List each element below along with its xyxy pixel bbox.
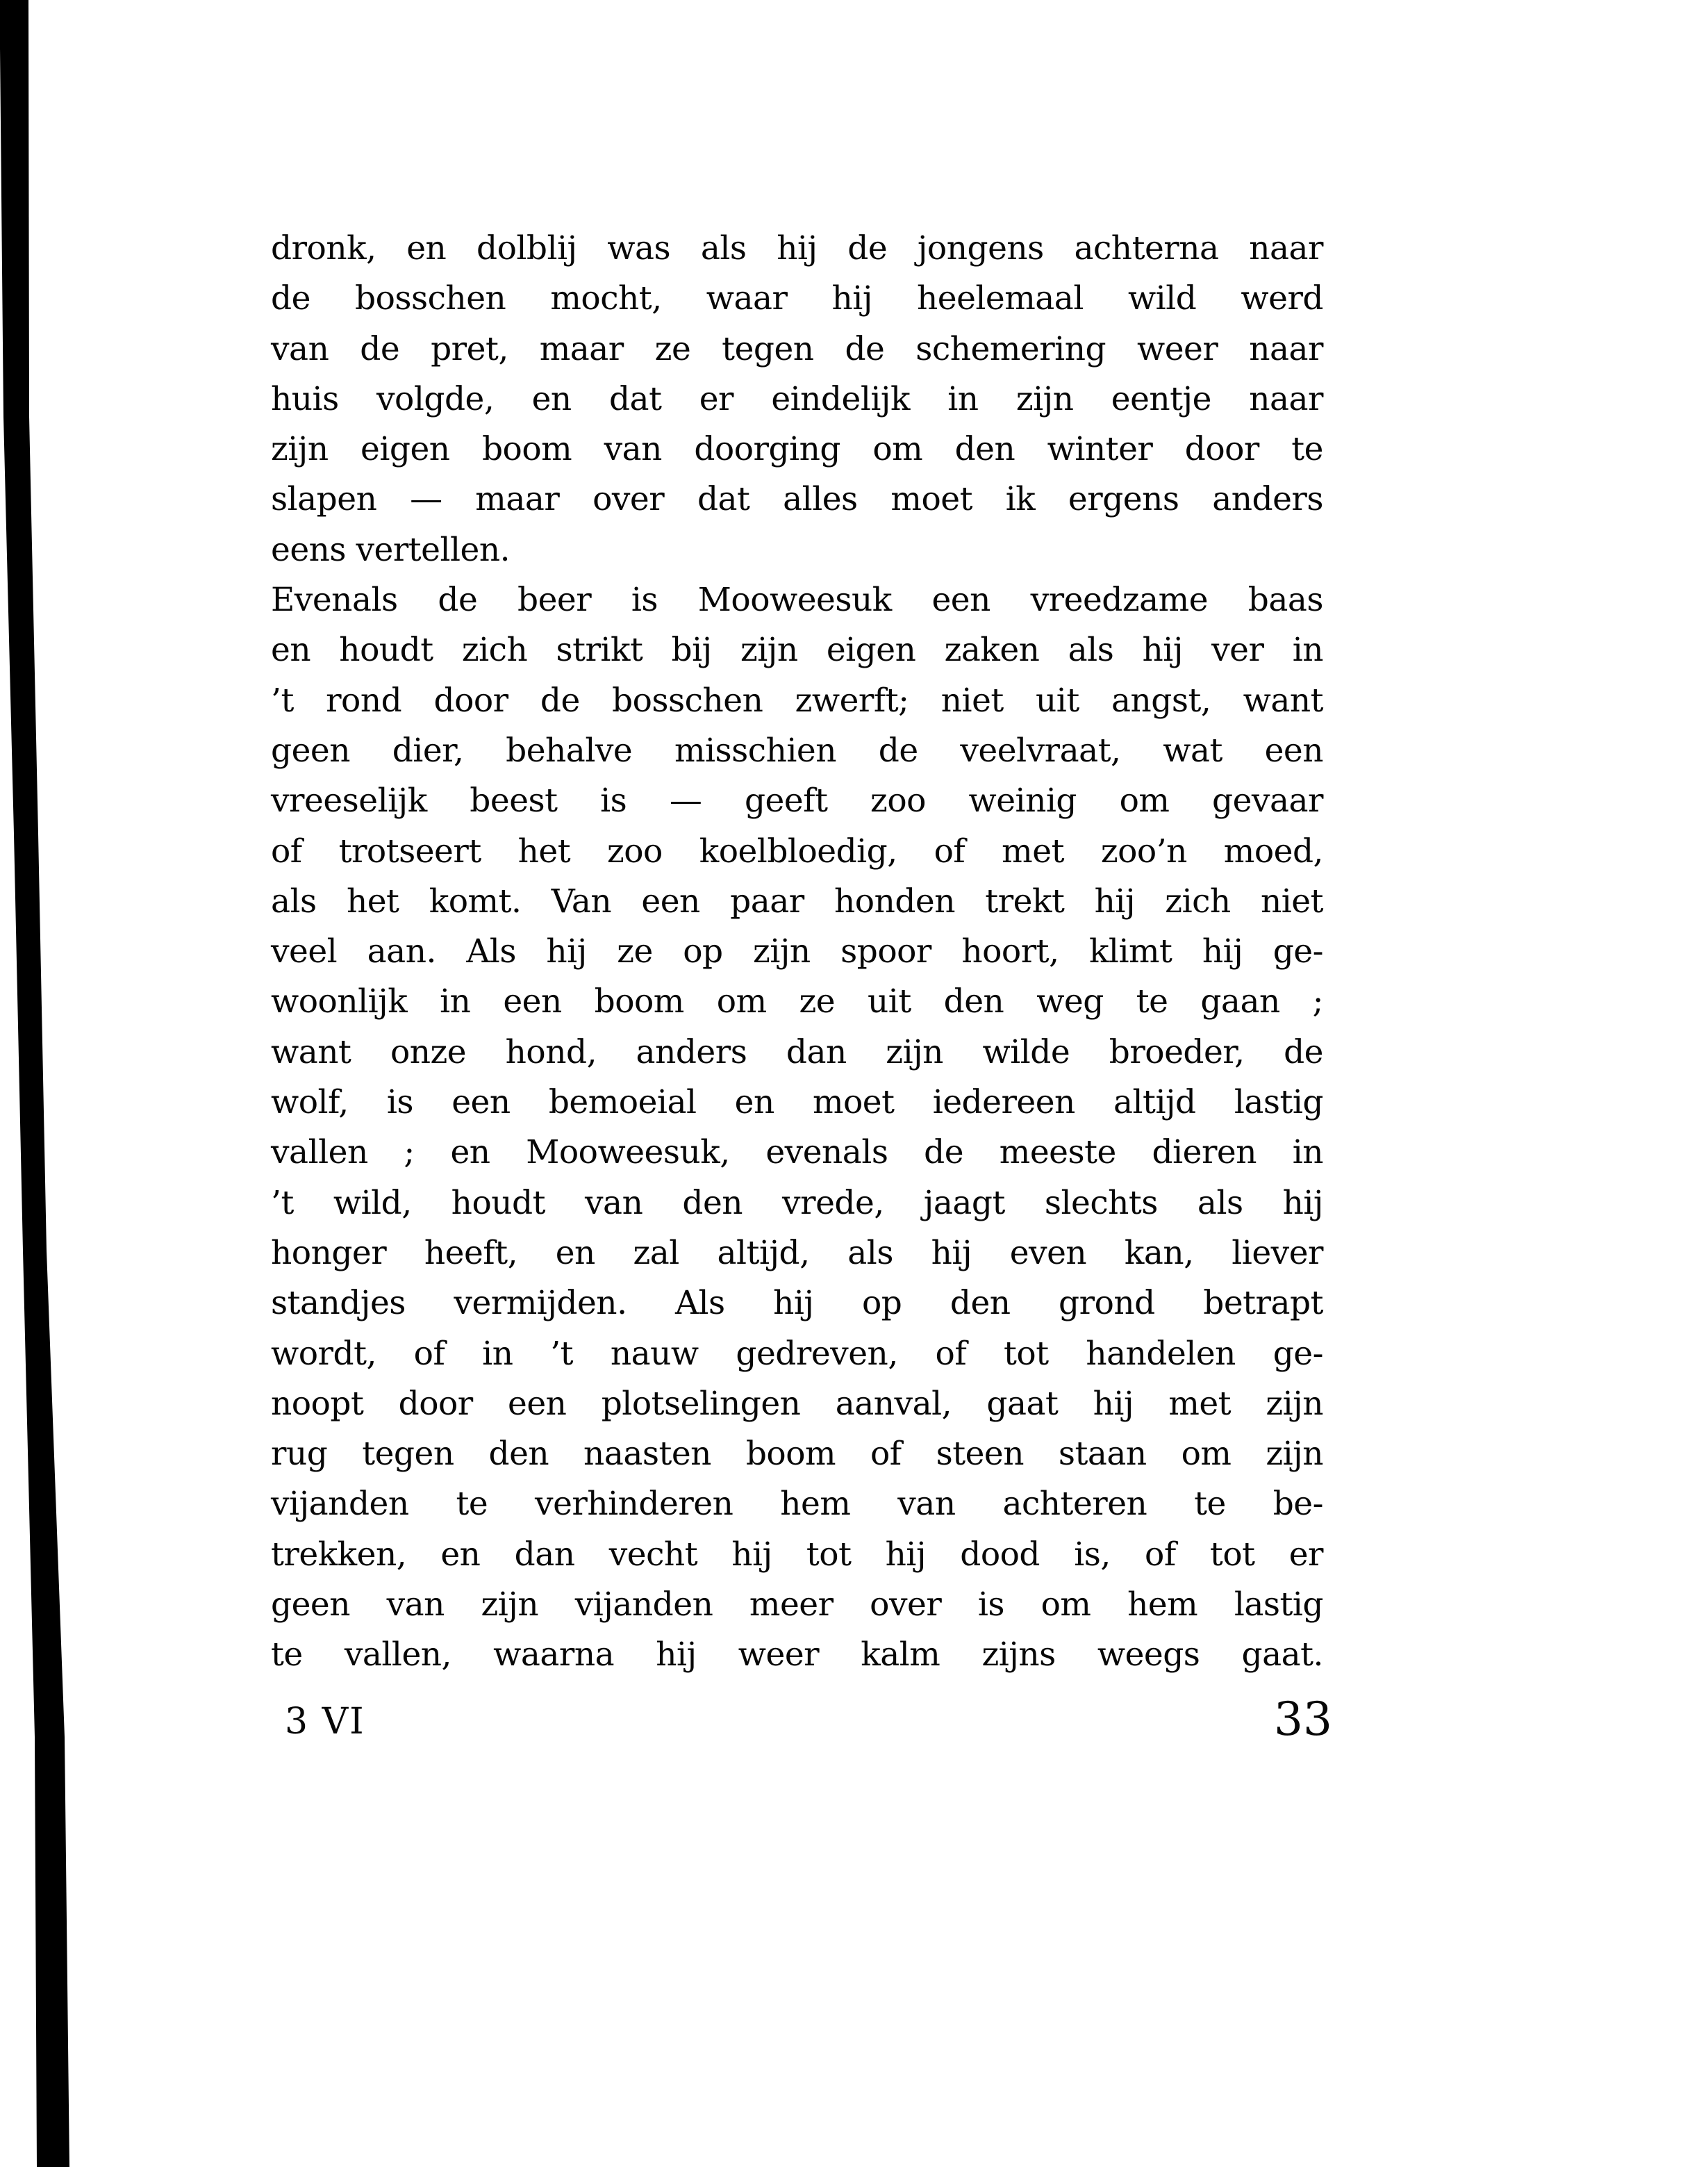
text-line: standjes vermijden. Als hij op den grond betrapt	[271, 1284, 1323, 1323]
text-line: veel aan. Als hij ze op zijn spoor hoort, klimt hij ge-	[271, 932, 1323, 971]
body-text-column	[271, 224, 1323, 1681]
text-line: en houdt zich strikt bij zijn eigen zaken als hij ver in	[271, 631, 1323, 670]
text-line: Evenals de beer is Mooweesuk een vreedzame baas	[271, 581, 1323, 620]
text-line: slapen — maar over dat alles moet ik ergens anders	[271, 480, 1323, 519]
footer-page-number: 33	[1274, 1692, 1332, 1746]
text-line: noopt door een plotselingen aanval, gaat hij met zijn	[271, 1384, 1323, 1423]
text-line: woonlijk in een boom om ze uit den weg te gaan ;	[271, 982, 1323, 1021]
text-line: wordt, of in ’t nauw gedreven, of tot handelen ge-	[271, 1334, 1323, 1373]
text-line: van de pret, maar ze tegen de schemering weer naar	[271, 329, 1323, 368]
text-line: want onze hond, anders dan zijn wilde broeder, de	[271, 1032, 1323, 1071]
text-line: rug tegen den naasten boom of steen staan om zijn	[271, 1435, 1323, 1474]
text-line: als het komt. Van een paar honden trekt hij zich niet	[271, 882, 1323, 921]
text-line: ’t rond door de bosschen zwerft; niet uit angst, want	[271, 681, 1323, 720]
text-line: eens vertellen.	[271, 530, 511, 569]
text-line: de bosschen mocht, waar hij heelemaal wild werd	[271, 279, 1323, 318]
text-line: honger heeft, en zal altijd, als hij even kan, liever	[271, 1233, 1323, 1272]
footer-signature-mark: 3 VI	[285, 1701, 365, 1742]
text-line: ’t wild, houdt van den vrede, jaagt slechts als hij	[271, 1183, 1323, 1222]
text-line: zijn eigen boom van doorging om den winter door te	[271, 430, 1323, 469]
text-line: vijanden te verhinderen hem van achteren te be-	[271, 1485, 1323, 1524]
text-line: te vallen, waarna hij weer kalm zijns weegs gaat.	[271, 1635, 1323, 1674]
text-line: huis volgde, en dat er eindelijk in zijn eentje naar	[271, 379, 1323, 418]
text-line: of trotseert het zoo koelbloedig, of met zoo’n moed,	[271, 832, 1323, 871]
text-line: dronk, en dolblij was als hij de jongens achterna naar	[271, 229, 1323, 267]
text-line: vreeselijk beest is — geeft zoo weinig om gevaar	[271, 782, 1323, 821]
text-line: trekken, en dan vecht hij tot hij dood is, of tot er	[271, 1535, 1323, 1574]
text-line: geen dier, behalve misschien de veelvraat, wat een	[271, 731, 1323, 770]
scan-binding-band	[0, 0, 83, 2167]
text-line: geen van zijn vijanden meer over is om hem lastig	[271, 1585, 1323, 1624]
text-line: wolf, is een bemoeial en moet iedereen altijd lastig	[271, 1083, 1323, 1122]
text-line: vallen ; en Mooweesuk, evenals de meeste dieren in	[271, 1133, 1323, 1172]
